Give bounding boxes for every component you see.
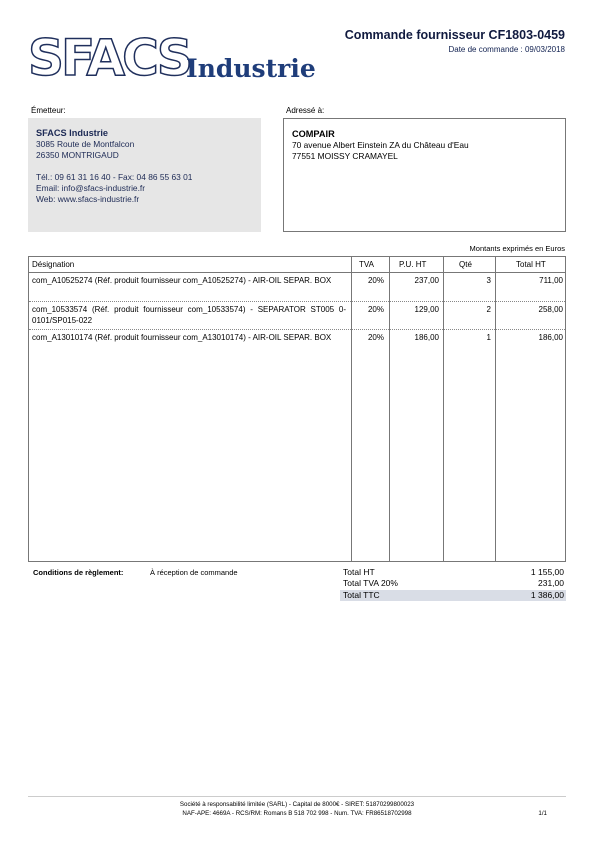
row-designation: com_A13010174 (Réf. produit fournisseur com_A13010174) - AIR-OIL SEPAR. BOX [32,333,332,342]
emitter-email: Email: info@sfacs-industrie.fr [36,183,146,193]
emitter-address-2: 26350 MONTRIGAUD [36,150,119,160]
total-ht-label: Total HT [343,567,375,577]
row-total: 711,00 [539,276,563,285]
footer-legal-2: NAF-APE: 4669A - RCS/RM: Romans B 518 702 998 - Num. TVA: FR86518702998 [182,810,412,817]
header-tva: TVA [359,260,374,269]
table-header [29,257,565,273]
row-tva: 20% [367,305,384,314]
row-tva: 20% [367,276,384,285]
emitter-box [28,118,261,232]
page-number: 1/1 [538,810,547,817]
row-designation: com_A10525274 (Réf. produit fournisseur com_A10525274) - AIR-OIL SEPAR. BOX [32,276,332,285]
footer-legal-1: Société à responsabilité limitée (SARL) - Capital de 8000€ - SIRET: 51870299800023 [179,801,415,808]
row-tva: 20% [367,333,384,342]
emitter-name: SFACS Industrie [36,128,108,138]
company-logo [28,29,318,91]
table-row [29,273,565,302]
row-total: 258,00 [538,305,563,314]
recipient-name: COMPAIR [292,129,335,139]
row-unit-price: 186,00 [414,333,439,342]
row-total: 186,00 [538,333,563,342]
emitter-phone: Tél.: 09 61 31 16 40 - Fax: 04 86 55 63 01 [36,172,193,182]
header-total: Total HT [516,260,546,269]
header-unit-price: P.U. HT [399,260,427,269]
total-ttc-line [340,590,566,601]
total-ttc-label: Total TTC [343,590,380,600]
emitter-address-1: 3085 Route de Montfalcon [36,139,135,149]
order-lines-table [28,256,566,562]
row-quantity: 3 [486,276,491,285]
logo-subtitle: Industrie [186,54,316,83]
order-date: Date de commande : 09/03/2018 [448,45,565,54]
footer-divider [28,796,566,797]
recipient-address-1: 70 avenue Albert Einstein ZA du Château d'Eau [292,140,469,150]
emitter-label: Émetteur: [31,106,66,115]
total-tva-label: Total TVA 20% [343,578,398,588]
row-unit-price: 237,00 [414,276,439,285]
total-ht-line [340,567,566,578]
row-unit-price: 129,00 [414,305,439,314]
header-designation: Désignation [32,260,75,269]
row-designation: com_10533574 (Réf. produit fournisseur com_10533574) - SEPARATOR ST005 0-0101/SP015-022 [32,305,346,325]
logo-brand: SFACS [28,29,190,87]
total-ht-value: 1 155,00 [530,567,564,577]
total-tva-value: 231,00 [538,578,564,588]
recipient-box [283,118,566,232]
recipient-address-2: 77551 MOISSY CRAMAYEL [292,151,398,161]
row-quantity: 1 [486,333,491,342]
payment-conditions-label: Conditions de règlement: [33,568,124,577]
document-title: Commande fournisseur CF1803-0459 [344,28,565,42]
recipient-label: Adressé à: [286,106,325,115]
row-quantity: 2 [486,305,491,314]
total-ttc-value: 1 386,00 [530,590,564,600]
table-row [29,330,565,358]
table-row [29,302,565,330]
emitter-web: Web: www.sfacs-industrie.fr [36,194,140,204]
total-tva-line [340,578,566,589]
currency-note: Montants exprimés en Euros [469,244,565,253]
payment-conditions-value: À réception de commande [150,568,238,577]
header-quantity: Qté [459,260,472,269]
